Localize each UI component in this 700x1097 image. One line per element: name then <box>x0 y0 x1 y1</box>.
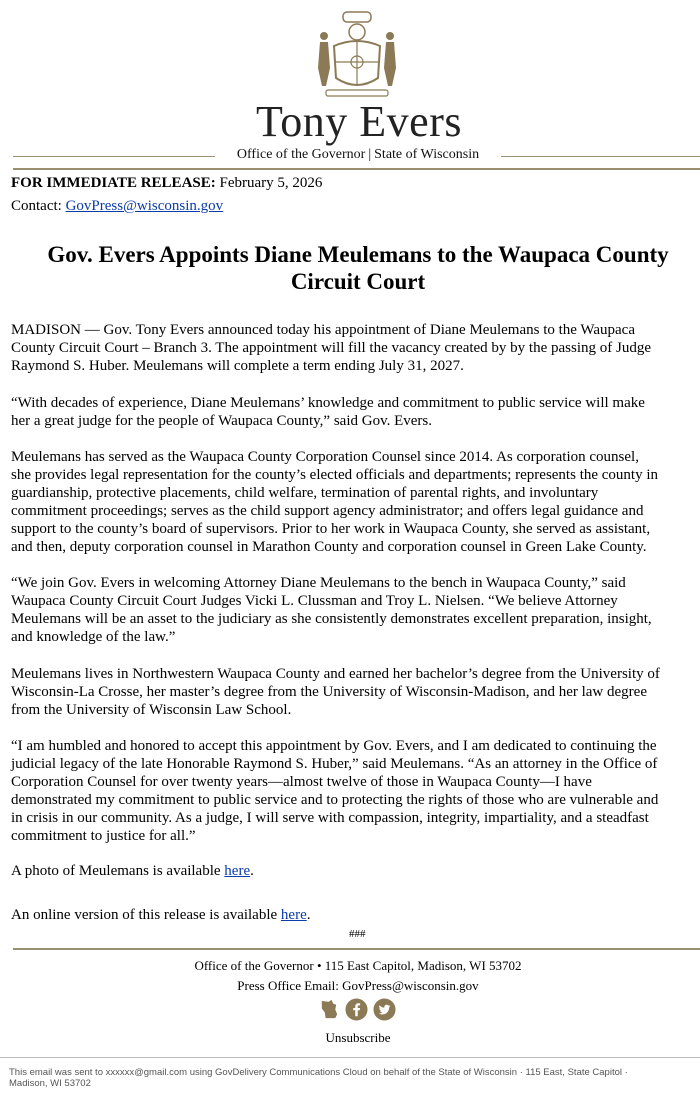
paragraph-line: “We join Gov. Evers in welcoming Attorney Diane Meulemans to the bench in Waupaca County,” said <box>11 575 626 591</box>
paragraph-education <box>11 665 700 719</box>
contact-line <box>11 198 223 215</box>
state-name: State of Wisconsin <box>374 147 480 162</box>
contact-email-link[interactable]: GovPress@wisconsin.gov <box>65 198 224 214</box>
online-period: . <box>306 907 311 923</box>
paragraph-line: guardianship, protective placements, child welfare, termination of parental rights, and involuntary <box>11 485 599 501</box>
paragraph-photo <box>11 862 700 880</box>
email-header <box>0 0 700 170</box>
paragraph-line: “With decades of experience, Diane Meulemans’ knowledge and commitment to public service will make <box>11 395 645 411</box>
header-rule-left <box>13 156 215 157</box>
online-version-link[interactable]: here <box>280 907 307 923</box>
office-name: Office of the Governor <box>236 147 366 162</box>
paragraph-line: and knowledge of the law.” <box>11 629 176 645</box>
paragraph-line: County Circuit Court – Branch 3. The appointment will fill the vacancy created by by the passing of Judge <box>11 340 651 356</box>
paragraph-line: Wisconsin-La Crosse, her master’s degree from the University of Wisconsin-Madison, and her law degree <box>11 684 647 700</box>
office-subtitle <box>220 147 496 163</box>
paragraph-line: “I am humbled and honored to accept this appointment by Gov. Evers, and I am dedicated to continuing the <box>11 738 657 754</box>
paragraph-line: commitment proceedings; serves as the child support agency administrator; and offers legal guidance and <box>11 503 644 519</box>
fine-print-divider <box>0 1057 700 1058</box>
photo-link[interactable]: here <box>224 863 251 879</box>
paragraph-appointee-quote <box>11 737 700 845</box>
delivery-fine-print: This email was sent to xxxxxx@gmail.com using GovDelivery Communications Cloud on behalf of the State of Wisconsin · 115 East, State Capitol · Madison, WI 53702 <box>9 1067 628 1089</box>
social-icons <box>318 998 398 1022</box>
header-divider <box>13 168 700 170</box>
release-label: FOR IMMEDIATE RELEASE: <box>11 175 216 191</box>
press-headline <box>20 241 696 295</box>
end-mark: ### <box>349 928 366 940</box>
governor-name: Tony Evers <box>256 97 462 146</box>
release-line <box>11 175 322 192</box>
photo-period: . <box>250 863 254 879</box>
release-date: February 5, 2026 <box>219 175 323 191</box>
wisconsin-state-icon[interactable] <box>318 998 341 1021</box>
paragraph-line: Meulemans lives in Northwestern Waupaca County and earned her bachelor’s degree from the University of <box>11 666 660 682</box>
paragraph-line: MADISON — Gov. Tony Evers announced today his appointment of Diane Meulemans to the Waupaca <box>11 322 636 338</box>
paragraph-intro <box>11 321 700 375</box>
paragraph-line: demonstrated my commitment to public service and to protecting the rights of those who are vulnerable and <box>11 792 659 808</box>
paragraph-judges-quote <box>11 574 700 646</box>
header-rule-right <box>501 156 700 157</box>
paragraph-line: commitment to justice for all.” <box>11 828 196 844</box>
paragraph-line: her a great judge for the people of Waupaca County,” said Gov. Evers. <box>11 413 433 429</box>
paragraph-line: Meulemans will be an asset to the judiciary as she consistently demonstrates excellent preparation, insight, <box>11 611 652 627</box>
paragraph-background <box>11 448 700 556</box>
paragraph-line: Waupaca County Circuit Court Judges Vicki L. Clussman and Troy L. Nielsen. “We believe Attorney <box>11 593 618 609</box>
paragraph-line: Raymond S. Huber. Meulemans will complete a term ending July 31, 2027. <box>11 358 464 374</box>
contact-label: Contact: <box>11 198 62 214</box>
subtitle-separator: | <box>368 147 372 162</box>
facebook-icon[interactable] <box>345 998 368 1021</box>
paragraph-line: she provides legal representation for the county’s elected officials and departments; represents the county in <box>11 467 659 483</box>
headline-line-1: Gov. Evers Appoints Diane Meulemans to the Waupaca County <box>47 242 669 267</box>
twitter-icon[interactable] <box>373 998 396 1021</box>
footer-press-email: Press Office Email: GovPress@wisconsin.gov <box>237 978 479 993</box>
footer-divider <box>13 948 700 950</box>
paragraph-line: and then, deputy corporation counsel in Marathon County and corporation counsel in Green Lake County. <box>11 539 647 555</box>
photo-text: A photo of Meulemans is available <box>11 863 225 879</box>
paragraph-line: Corporation Counsel for over twenty years—almost twelve of those in Waupaca County—I have <box>11 774 592 790</box>
paragraph-line: from the University of Wisconsin Law School. <box>11 702 292 718</box>
footer-address: Office of the Governor • 115 East Capitol, Madison, WI 53702 <box>194 958 522 973</box>
paragraph-line: in crisis in our community. As a judge, I will serve with compassion, integrity, impartiality, and a steadfast <box>11 810 649 826</box>
paragraph-line: support to the county’s board of supervisors. Prior to her work in Waupaca County, she served as assistant, <box>11 521 651 537</box>
unsubscribe-link[interactable]: Unsubscribe <box>325 1030 391 1045</box>
paragraph-line: Meulemans has served as the Waupaca County Corporation Counsel since 2014. As corporation counsel, <box>11 449 639 465</box>
online-text: An online version of this release is available <box>11 907 281 923</box>
state-seal-icon <box>312 6 402 102</box>
paragraph-governor-quote <box>11 394 700 430</box>
paragraph-online-version <box>11 906 700 924</box>
paragraph-line: judicial legacy of the late Honorable Raymond S. Huber,” said Meulemans. “As an attorney in the Office of <box>11 756 658 772</box>
headline-line-2: Circuit Court <box>290 269 426 294</box>
